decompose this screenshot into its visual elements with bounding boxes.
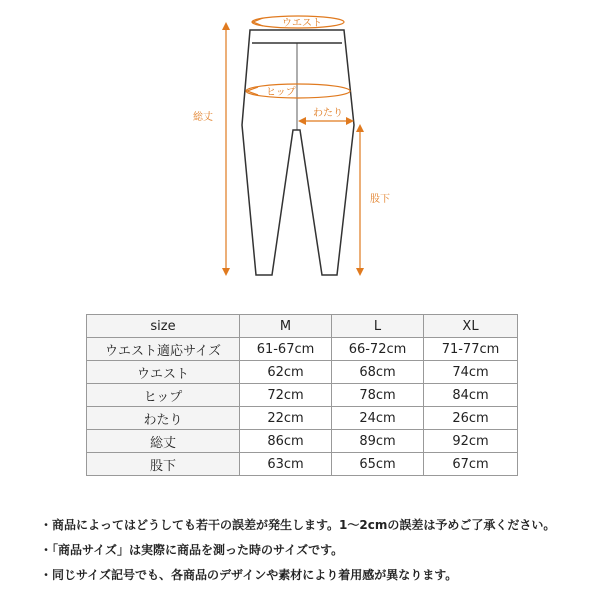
cell-value: 72cm — [240, 384, 332, 407]
header-cell-xl: XL — [424, 315, 518, 338]
row-label: 総丈 — [87, 430, 240, 453]
note-item: ・同じサイズ記号でも、各商品のデザインや素材により着用感が異なります。 — [40, 568, 458, 582]
cell-value: 24cm — [332, 407, 424, 430]
cell-value: 66-72cm — [332, 338, 424, 361]
cell-value: 62cm — [240, 361, 332, 384]
hip-ellipse — [246, 84, 350, 98]
cell-value: 63cm — [240, 453, 332, 476]
table-row — [87, 361, 518, 384]
pants-outline — [242, 30, 354, 275]
total-length-label: 総丈 — [193, 112, 213, 123]
row-label: ヒップ — [87, 384, 240, 407]
cell-value: 22cm — [240, 407, 332, 430]
table-header-row — [87, 315, 518, 338]
cell-value: 67cm — [424, 453, 518, 476]
header-cell-size: size — [87, 315, 240, 338]
header-cell-l: L — [332, 315, 424, 338]
cell-value: 78cm — [332, 384, 424, 407]
notes-list — [40, 515, 580, 590]
note-item: ・商品によってはどうしても若干の誤差が発生します。1〜2cmの誤差は予めご了承ください。 — [40, 518, 556, 532]
note-item: ・「商品サイズ」は実際に商品を測った時のサイズです。 — [40, 543, 344, 557]
row-label: 股下 — [87, 453, 240, 476]
header-cell-m: M — [240, 315, 332, 338]
cell-value: 61-67cm — [240, 338, 332, 361]
table-row — [87, 430, 518, 453]
hip-label: ヒップ — [266, 87, 296, 98]
cell-value: 68cm — [332, 361, 424, 384]
cell-value: 71-77cm — [424, 338, 518, 361]
table-row — [87, 384, 518, 407]
cell-value: 74cm — [424, 361, 518, 384]
inseam-label: 股下 — [370, 194, 390, 205]
cell-value: 84cm — [424, 384, 518, 407]
waist-label: ウエスト — [282, 18, 322, 29]
cell-value: 92cm — [424, 430, 518, 453]
row-label: ウエスト — [87, 361, 240, 384]
cell-value: 26cm — [424, 407, 518, 430]
row-label: わたり — [87, 407, 240, 430]
thigh-label: わたり — [313, 108, 343, 119]
size-table — [86, 314, 518, 476]
cell-value: 86cm — [240, 430, 332, 453]
table-row — [87, 407, 518, 430]
row-label: ウエスト適応サイズ — [87, 338, 240, 361]
cell-value: 89cm — [332, 430, 424, 453]
table-row — [87, 338, 518, 361]
cell-value: 65cm — [332, 453, 424, 476]
table-row — [87, 453, 518, 476]
